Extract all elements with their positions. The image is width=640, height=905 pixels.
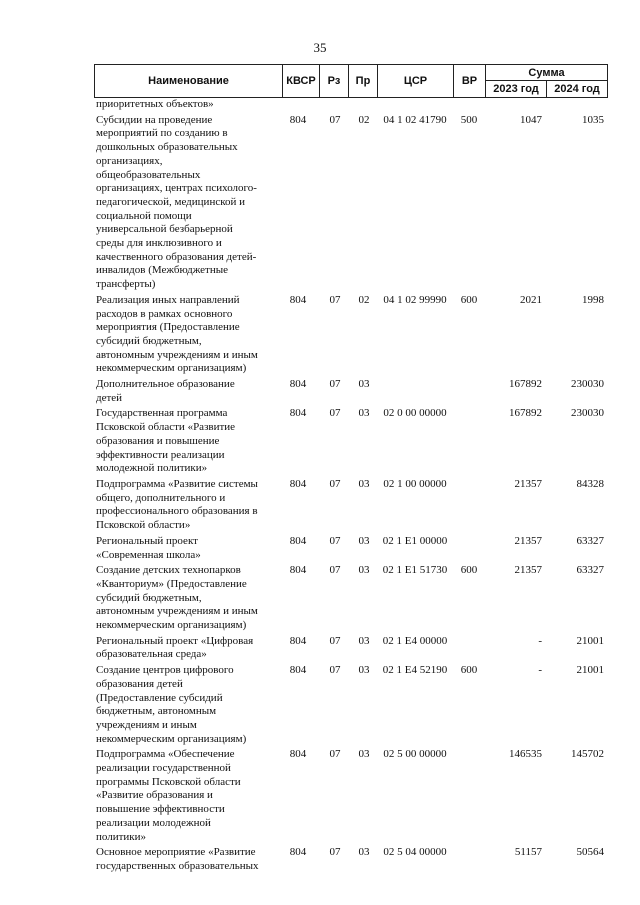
row-vr: 600 [460,293,478,306]
table-row [94,98,608,112]
row-sum-2023: 146535 [509,748,542,761]
row-rz: 07 [329,407,341,420]
row-kvsr: 804 [289,113,307,126]
header-kvsr: КВСР [282,64,320,98]
row-pr: 02 [358,293,370,306]
row-name: Дополнительное образование детей [96,378,235,404]
table-row [94,664,608,746]
row-name: Субсидии на проведение мероприятий по созданию в дошкольных образовательных организациях, общеобразовательных организациях, центрах психолого- педагогической, медицинской и социальной помощи универсальной безбарьерной среды для инклюзивного и качественного образования детей- инвалидов (Межбюджетные трансферты) [96,113,257,291]
table-header [94,64,608,98]
row-kvsr: 804 [289,293,307,306]
row-pr: 03 [358,846,370,859]
row-rz: 07 [329,748,341,761]
header-sum: Сумма [485,64,608,81]
row-rz: 07 [329,477,341,490]
row-sum-2024: 50564 [576,846,604,859]
row-sum-2023: 21357 [514,564,542,577]
table-row [94,114,608,292]
header-rz: Рз [319,64,349,98]
row-name: Создание центров цифрового образования детей (Предоставление субсидий бюджетным, автономным учреждениям и иным некоммерческим организациям) [96,664,247,745]
row-pr: 03 [358,634,370,647]
row-sum-2024: 1035 [582,113,604,126]
row-rz: 07 [329,634,341,647]
row-rz: 07 [329,113,341,126]
row-sum-2024: 21001 [576,664,604,677]
row-kvsr: 804 [289,534,307,547]
header-csr: ЦСР [377,64,454,98]
row-sum-2023: 2021 [520,293,542,306]
row-sum-2023: 167892 [509,378,542,391]
page-number: 35 [313,40,327,55]
table-row [94,535,608,562]
row-kvsr: 804 [289,407,307,420]
row-kvsr: 804 [289,634,307,647]
row-sum-2024: 21001 [576,634,604,647]
row-sum-2024: 1998 [582,293,604,306]
row-sum-2024: 84328 [576,477,604,490]
row-sum-2024: 63327 [576,564,604,577]
row-sum-2023: 21357 [514,534,542,547]
row-sum-2023: - [538,664,542,677]
row-sum-2024: 230030 [571,407,604,420]
row-kvsr: 804 [289,378,307,391]
row-vr: 600 [460,564,478,577]
row-csr: 04 1 02 99990 [383,293,447,306]
row-csr: 02 1 E4 00000 [382,634,448,647]
row-kvsr: 804 [289,477,307,490]
row-vr: 600 [460,664,478,677]
row-rz: 07 [329,664,341,677]
row-pr: 03 [358,564,370,577]
row-name: Региональный проект «Цифровая образовательная среда» [96,634,254,661]
row-csr: 02 5 04 00000 [383,846,447,859]
row-csr: 02 1 E1 00000 [382,534,448,547]
header-2023: 2023 год [485,80,547,98]
row-rz: 07 [329,534,341,547]
header-pr: Пр [348,64,378,98]
table-row [94,478,608,533]
row-csr: 02 5 00 00000 [383,748,447,761]
row-pr: 03 [358,664,370,677]
row-sum-2023: 1047 [520,113,542,126]
row-sum-2024: 63327 [576,534,604,547]
row-csr: 02 1 00 00000 [383,477,447,490]
row-kvsr: 804 [289,664,307,677]
row-csr: 04 1 02 41790 [383,113,447,126]
row-sum-2024: 145702 [571,748,604,761]
table-body [94,98,608,876]
row-csr: 02 0 00 00000 [383,407,447,420]
row-sum-2023: - [538,634,542,647]
row-name: приоритетных объектов» [96,98,214,110]
row-pr: 03 [358,534,370,547]
row-sum-2023: 51157 [514,846,542,859]
row-kvsr: 804 [289,846,307,859]
row-name: Основное мероприятие «Развитие государственных образовательных [96,846,259,872]
row-sum-2023: 167892 [509,407,542,420]
row-name: Создание детских технопарков «Кванториум» (Предоставление субсидий бюджетным, автономным учреждениям и иным некоммерческим организациям) [96,564,258,632]
row-csr: 02 1 E1 51730 [382,564,448,577]
row-csr: 02 1 E4 52190 [382,664,448,677]
row-name: Реализация иных направлений расходов в рамках основного мероприятия (Предоставление субсидий бюджетным, автономным учреждениям и иным некоммерческим организациям) [96,293,258,375]
row-kvsr: 804 [289,748,307,761]
table-row [94,407,608,476]
header-2024: 2024 год [546,80,608,98]
row-name: Государственная программа Псковской области «Развитие образования и повышение эффективности реализации молодежной политики» [96,407,236,475]
row-pr: 02 [358,113,370,126]
header-name: Наименование [94,64,283,98]
table-row [94,294,608,376]
table-row [94,378,608,405]
table-row [94,748,608,844]
row-sum-2023: 21357 [514,477,542,490]
table-row [94,846,608,873]
table-row [94,564,608,633]
table-row [94,635,608,662]
row-name: Подпрограмма «Обеспечение реализации государственной программы Псковской области «Развитие образования и повышение эффективности реализации молодежной политики» [96,748,241,843]
row-rz: 07 [329,564,341,577]
row-vr: 500 [460,113,478,126]
row-pr: 03 [358,477,370,490]
row-rz: 07 [329,293,341,306]
row-rz: 07 [329,846,341,859]
header-vr: ВР [453,64,486,98]
row-pr: 03 [358,748,370,761]
row-rz: 07 [329,378,341,391]
row-pr: 03 [358,378,370,391]
row-kvsr: 804 [289,564,307,577]
row-sum-2024: 230030 [571,378,604,391]
row-pr: 03 [358,407,370,420]
row-name: Подпрограмма «Развитие системы общего, дополнительного и профессионального образования в Псковской области» [96,477,258,532]
row-name: Региональный проект «Современная школа» [96,534,201,561]
